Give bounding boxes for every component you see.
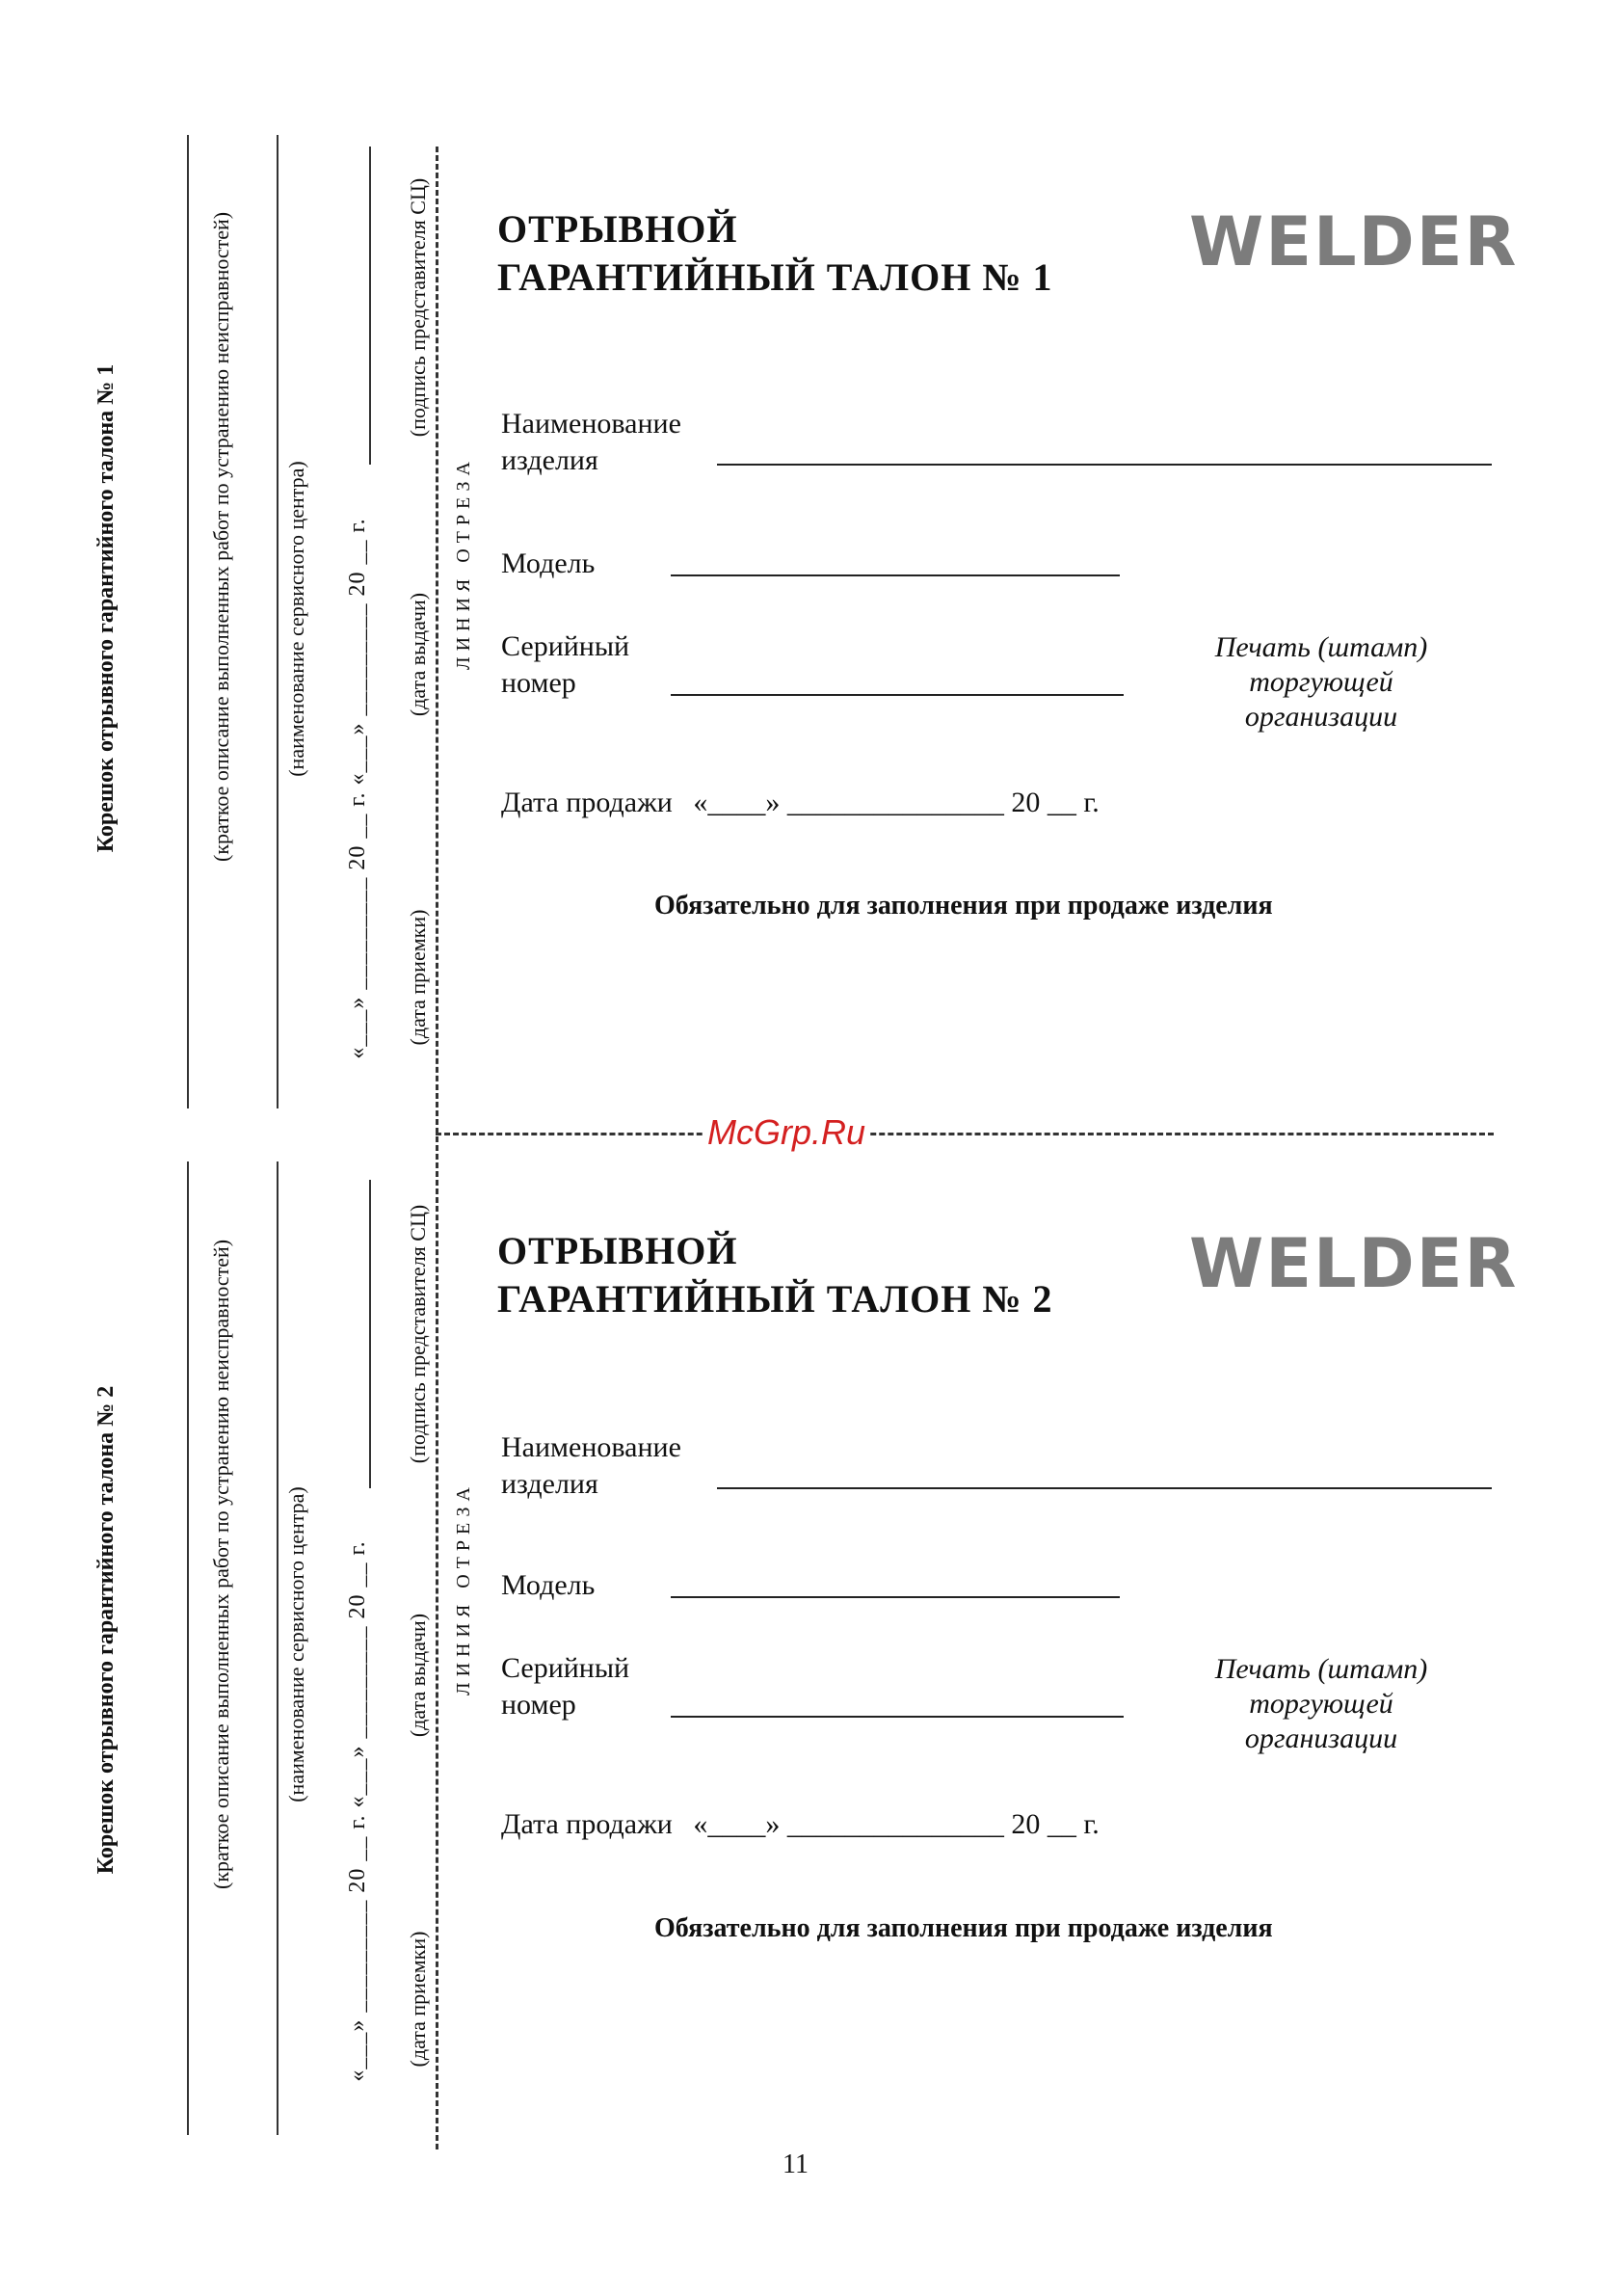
coupon-title-line2: ГАРАНТИЙНЫЙ ТАЛОН № 1 (497, 255, 1053, 299)
serial-label-line1: Серийный (501, 630, 630, 662)
model-label: Модель (501, 1569, 596, 1601)
serial-label-line2: номер (501, 1689, 576, 1721)
product-name-label (501, 406, 681, 479)
cut-line-vertical (436, 147, 438, 2149)
serial-label-line2: номер (501, 667, 576, 699)
stub-dates-line: «___» _________ 20 __ г. «___» _________ 20 __ г. (345, 1540, 370, 2082)
serial-number-field[interactable] (671, 694, 1124, 696)
stub-rule-work (187, 1161, 189, 2135)
logo-text: WELDER (1189, 202, 1519, 281)
sale-date-row (501, 787, 1100, 819)
stub-rule-signature (369, 147, 371, 465)
product-name-label (501, 1429, 681, 1503)
sale-date-field[interactable]: «____» _______________ 20 __ г. (693, 1808, 1100, 1840)
stub-receive-caption: (дата приемки) (406, 1931, 430, 2068)
watermark: McGrp.Ru (703, 1112, 869, 1153)
stub-center-caption: (наименование сервисного центра) (284, 461, 308, 777)
stub-title: Корешок отрывного гарантийного талона № 2 (93, 1385, 119, 1875)
cut-line-horizontal (436, 1133, 1494, 1135)
stamp-area (1177, 1652, 1466, 1756)
serial-number-label (501, 628, 629, 702)
sale-date-field[interactable]: «____» _______________ 20 __ г. (693, 787, 1100, 818)
welder-logo (1189, 1224, 1519, 1303)
coupon-title-line1: ОТРЫВНОЙ (497, 207, 738, 251)
logo-text: WELDER (1189, 1224, 1519, 1303)
sale-date-label: Дата продажи (501, 1808, 673, 1840)
coupon-title-line1: ОТРЫВНОЙ (497, 1229, 738, 1272)
stub-receive-caption: (дата приемки) (406, 909, 430, 1046)
coupon-title (497, 205, 1053, 302)
welder-logo (1189, 202, 1519, 281)
coupon-title (497, 1227, 1053, 1323)
product-label-line1: Наименование (501, 408, 681, 440)
product-label-line2: изделия (501, 1468, 598, 1500)
cut-line-label: ЛИНИЯ ОТРЕЗА (453, 1482, 474, 1695)
stub-work-caption: (краткое описание выполненных работ по устранению неисправностей) (209, 211, 233, 862)
stub-rule-work (187, 135, 189, 1108)
stamp-line3: организации (1244, 701, 1398, 733)
stub-signature-caption: (подпись представителя СЦ) (406, 177, 430, 438)
stamp-line2: торгующей (1249, 666, 1393, 698)
sale-date-row (501, 1808, 1100, 1841)
stub-issue-caption: (дата выдачи) (406, 592, 430, 717)
serial-number-label (501, 1650, 629, 1723)
product-name-field[interactable] (717, 1487, 1492, 1489)
product-label-line1: Наименование (501, 1431, 681, 1463)
mandatory-note: Обязательно для заполнения при продаже изделия (654, 891, 1273, 921)
stamp-line2: торгующей (1249, 1688, 1393, 1720)
stamp-line3: организации (1244, 1722, 1398, 1754)
model-label: Модель (501, 547, 596, 579)
serial-label-line1: Серийный (501, 1652, 630, 1684)
serial-number-field[interactable] (671, 1716, 1124, 1718)
stub-work-caption: (краткое описание выполненных работ по устранению неисправностей) (209, 1239, 233, 1889)
model-field[interactable] (671, 574, 1120, 576)
stamp-area (1177, 630, 1466, 734)
product-name-field[interactable] (717, 464, 1492, 466)
sale-date-label: Дата продажи (501, 787, 673, 818)
mandatory-note: Обязательно для заполнения при продаже изделия (654, 1913, 1273, 1943)
stub-title: Корешок отрывного гарантийного талона № 1 (93, 363, 119, 853)
stamp-line1: Печать (штамп) (1214, 1653, 1428, 1685)
model-field[interactable] (671, 1596, 1120, 1598)
cut-line-label: ЛИНИЯ ОТРЕЗА (453, 456, 474, 670)
stub-rule-center (277, 135, 279, 1108)
coupon-title-line2: ГАРАНТИЙНЫЙ ТАЛОН № 2 (497, 1277, 1053, 1321)
stub-signature-caption: (подпись представителя СЦ) (406, 1204, 430, 1464)
stub-issue-caption: (дата выдачи) (406, 1613, 430, 1738)
page-number: 11 (782, 2149, 809, 2179)
stub-rule-signature (369, 1180, 371, 1488)
stub-center-caption: (наименование сервисного центра) (284, 1486, 308, 1802)
stamp-line1: Печать (штамп) (1214, 631, 1428, 663)
product-label-line2: изделия (501, 444, 598, 476)
stub-dates-line: «___» _________ 20 __ г. «___» _________ 20 __ г. (345, 518, 370, 1059)
stub-rule-center (277, 1161, 279, 2135)
